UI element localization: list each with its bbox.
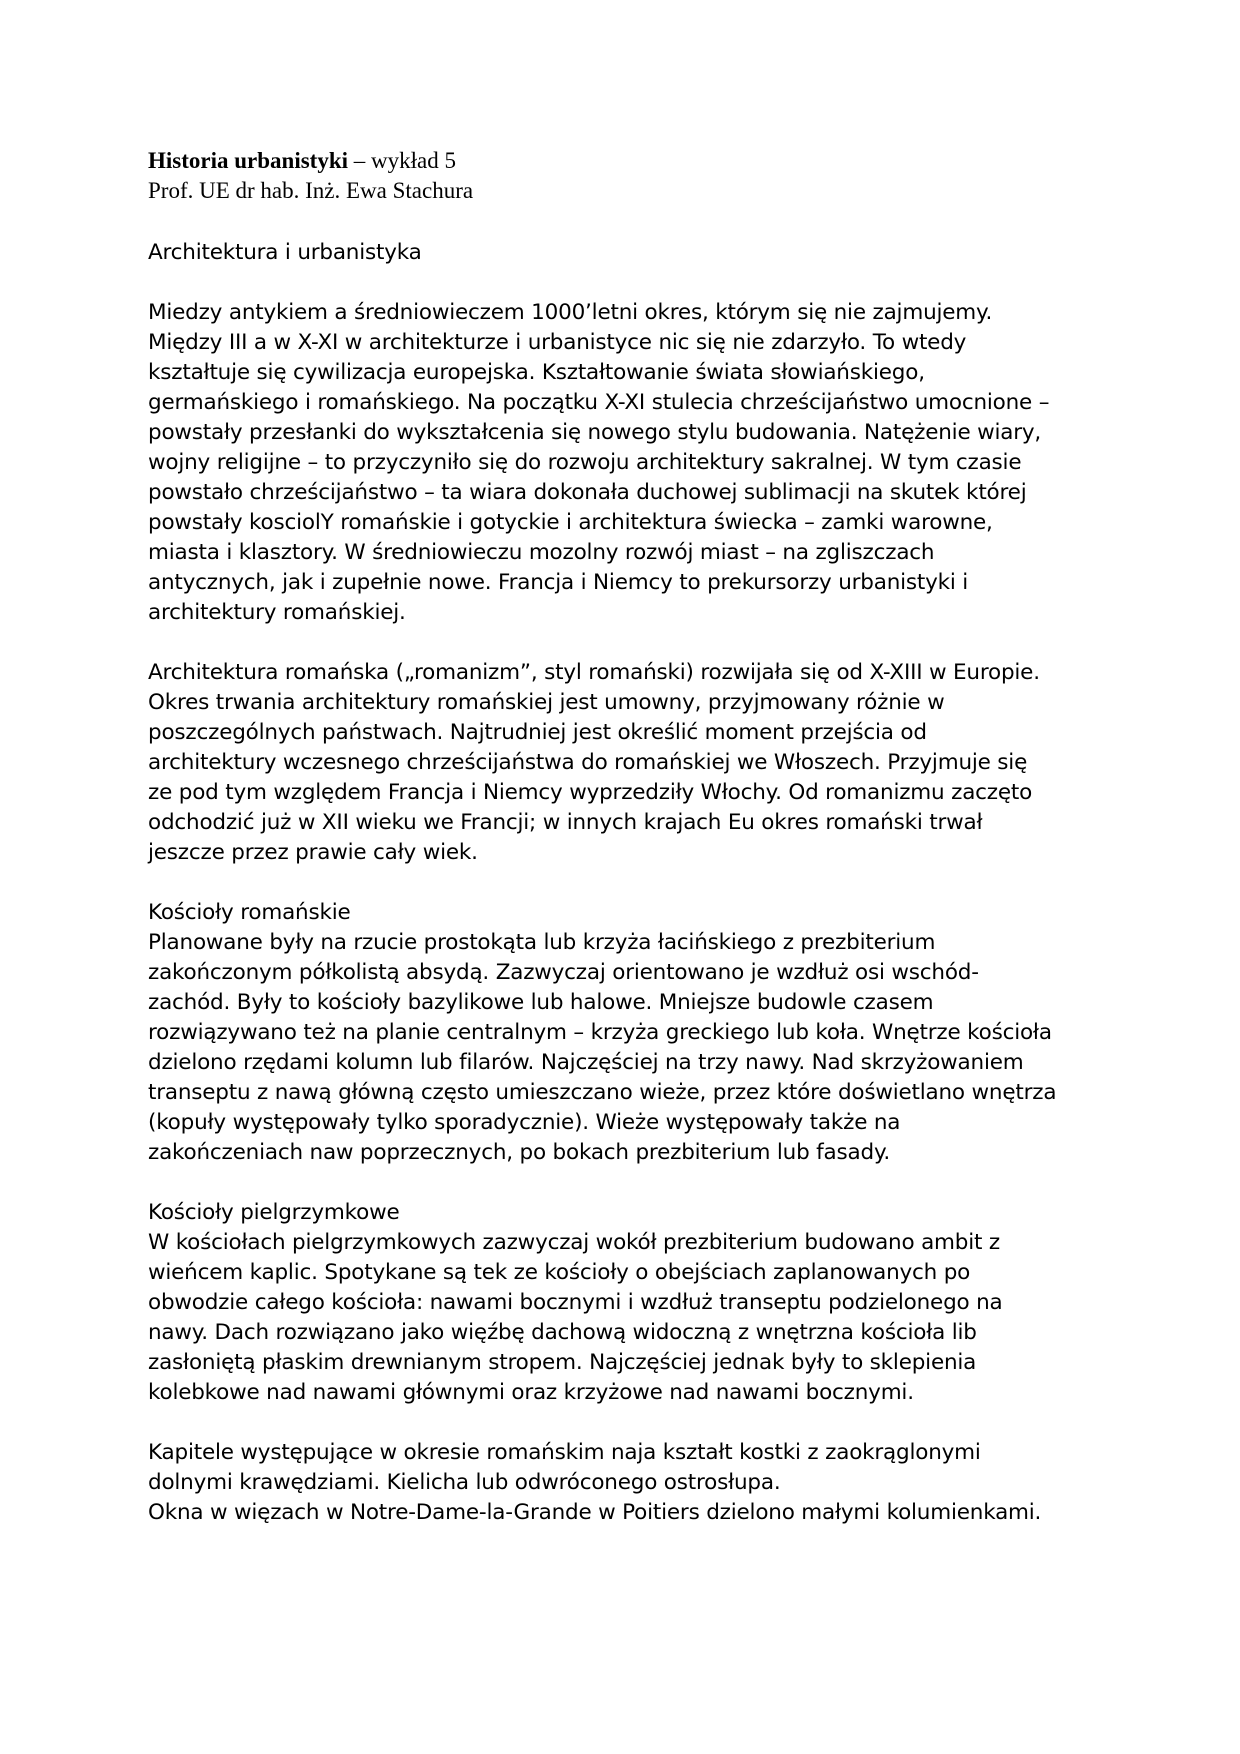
- document-body: [148, 238, 1108, 1528]
- paragraph-line: (kopuły występowały tylko sporadycznie). Wieże występowały także na: [148, 1110, 901, 1135]
- churches-section: [148, 898, 1108, 1168]
- paragraph-line: Architektura romańska („romanizm”, styl romański) rozwijała się od X-XIII w Europie.: [148, 660, 1040, 685]
- paragraph-line: architektury wczesnego chrześcijaństwa do romańskiej we Włoszech. Przyjmuje się: [148, 750, 1028, 775]
- paragraph-line: obwodzie całego kościoła: nawami bocznymi i wzdłuż transeptu podzielonego na: [148, 1290, 1003, 1315]
- paragraph-line: Miedzy antykiem a średniowieczem 1000’letni okres, którym się nie zajmujemy.: [148, 300, 993, 325]
- paragraph-line: Okres trwania architektury romańskiej jest umowny, przyjmowany różnie w: [148, 690, 945, 715]
- paragraph-line: wieńcem kaplic. Spotykane są tek ze kościoły o obejściach zaplanowanych po: [148, 1260, 971, 1285]
- lecture-title: [148, 146, 473, 176]
- paragraph-line: zakończonym półkolistą absydą. Zazwyczaj orientowano je wzdłuż osi wschód-: [148, 960, 979, 985]
- paragraph-line: zachód. Były to kościoły bazylikowe lub halowe. Mniejsze budowle czasem: [148, 990, 934, 1015]
- paragraph-line: dzielono rzędami kolumn lub filarów. Najczęściej na trzy nawy. Nad skrzyżowaniem: [148, 1050, 1024, 1075]
- paragraph-line: Kapitele występujące w okresie romańskim naja kształt kostki z zaokrąglonymi: [148, 1440, 981, 1465]
- paragraph-line: germańskiego i romańskiego. Na początku X-XI stulecia chrześcijaństwo umocnione –: [148, 390, 1050, 415]
- paragraph-line: kolebkowe nad nawami głównymi oraz krzyżowe nad nawami bocznymi.: [148, 1380, 914, 1405]
- pilgrim-heading: Kościoły pielgrzymkowe: [148, 1200, 400, 1225]
- paragraph-line: zakończeniach naw poprzecznych, po bokach prezbiterium lub fasady.: [148, 1140, 891, 1165]
- churches-heading: Kościoły romańskie: [148, 900, 351, 925]
- course-title: Historia urbanistyki: [148, 148, 349, 173]
- section-title: Architektura i urbanistyka: [148, 240, 422, 265]
- paragraph-line: transeptu z nawą główną często umieszczano wieże, przez które doświetlano wnętrza: [148, 1080, 1057, 1105]
- document-header: [148, 146, 473, 206]
- capitals-paragraph: [148, 1438, 1108, 1528]
- romanesque-paragraph: [148, 658, 1108, 868]
- intro-paragraph: [148, 298, 1108, 628]
- paragraph-line: miasta i klasztory. W średniowieczu mozolny rozwój miast – na zgliszczach: [148, 540, 935, 565]
- paragraph-line: wojny religijne – to przyczyniło się do rozwoju architektury sakralnej. W tym czasie: [148, 450, 1022, 475]
- paragraph-line: poszczególnych państwach. Najtrudniej jest określić moment przejścia od: [148, 720, 927, 745]
- lecture-number: – wykład 5: [348, 148, 456, 173]
- paragraph-line: jeszcze przez prawie cały wiek.: [148, 840, 478, 865]
- pilgrim-section: [148, 1198, 1108, 1408]
- author-line: Prof. UE dr hab. Inż. Ewa Stachura: [148, 178, 474, 203]
- paragraph-line: powstały kosciolY romańskie i gotyckie i architektura świecka – zamki warowne,: [148, 510, 993, 535]
- paragraph-line: architektury romańskiej.: [148, 600, 406, 625]
- paragraph-line: Okna w więzach w Notre-Dame-la-Grande w Poitiers dzielono małymi kolumienkami.: [148, 1500, 1042, 1525]
- paragraph-line: W kościołach pielgrzymkowych zazwyczaj wokół prezbiterium budowano ambit z: [148, 1230, 1000, 1255]
- paragraph-line: dolnymi krawędziami. Kielicha lub odwróconego ostrosłupa.: [148, 1470, 781, 1495]
- paragraph-line: nawy. Dach rozwiązano jako więźbę dachową widoczną z wnętrzna kościoła lib: [148, 1320, 977, 1345]
- paragraph-line: odchodzić już w XII wieku we Francji; w innych krajach Eu okres romański trwał: [148, 810, 983, 835]
- paragraph-line: ze pod tym względem Francja i Niemcy wyprzedziły Włochy. Od romanizmu zaczęto: [148, 780, 1033, 805]
- paragraph-line: antycznych, jak i zupełnie nowe. Francja i Niemcy to prekursorzy urbanistyki i: [148, 570, 969, 595]
- paragraph-line: Planowane były na rzucie prostokąta lub krzyża łacińskiego z prezbiterium: [148, 930, 936, 955]
- paragraph-line: powstało chrześcijaństwo – ta wiara dokonała duchowej sublimacji na skutek której: [148, 480, 1027, 505]
- paragraph-line: zasłoniętą płaskim drewnianym stropem. Najczęściej jednak były to sklepienia: [148, 1350, 977, 1375]
- paragraph-line: kształtuje się cywilizacja europejska. Kształtowanie świata słowiańskiego,: [148, 360, 925, 385]
- paragraph-line: rozwiązywano też na planie centralnym – krzyża greckiego lub koła. Wnętrze kościoła: [148, 1020, 1052, 1045]
- paragraph-line: Między III a w X-XI w architekturze i urbanistyce nic się nie zdarzyło. To wtedy: [148, 330, 967, 355]
- paragraph-line: powstały przesłanki do wykształcenia się nowego stylu budowania. Natężenie wiary,: [148, 420, 1042, 445]
